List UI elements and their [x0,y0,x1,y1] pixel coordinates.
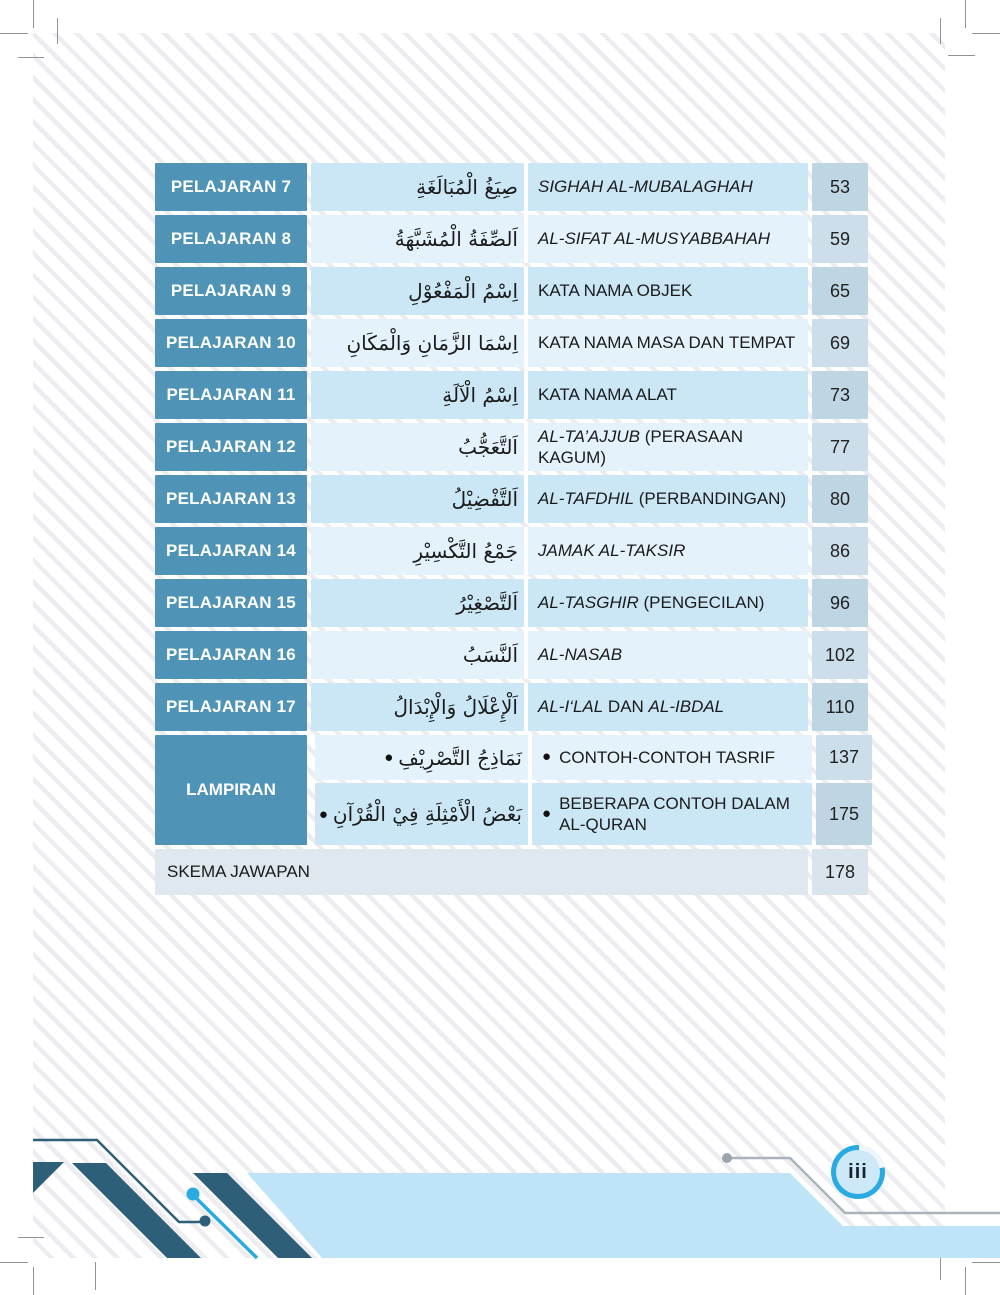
row-title-text [538,426,802,469]
row-content-cell [311,319,808,367]
title-segment: (PERASAAN KAGUM) [538,426,744,467]
row-title [528,527,808,575]
lesson-row [155,579,868,627]
title-segment: JAMAK AL-TAKSIR [538,541,686,561]
lesson-row [155,319,868,367]
title-segment: BEBERAPA CONTOH DALAM AL-QURAN [559,793,790,834]
arabic-term: اِسْمُ الْآلَةِ [442,383,518,407]
row-title [528,215,808,263]
lesson-row [155,371,868,419]
row-content-cell [311,527,808,575]
arabic-cell [311,527,524,575]
arabic-cell [311,579,524,627]
title-segment: CONTOH-CONTOH TASRIF [559,747,776,767]
lesson-row [155,683,868,731]
bullet-icon: ● [384,749,394,766]
row-content-cell [311,475,808,523]
page-number-cell: 53 [812,163,868,211]
lampiran-group [155,735,868,845]
title-segment: SIGHAH AL-MUBALAGHAH [538,177,753,197]
arabic-cell [311,683,524,731]
arabic-cell [311,163,524,211]
title-segment: AL-SIFAT AL-MUSYABBAHAH [538,229,771,249]
row-title-text [538,488,786,509]
lampiran-label: LAMPIRAN [155,735,307,845]
page-number-cell: 80 [812,475,868,523]
lesson-label: PELAJARAN 11 [155,371,307,419]
row-content-cell [311,631,808,679]
row-title [528,319,808,367]
page-number-cell: 73 [812,371,868,419]
arabic-cell [311,475,524,523]
lesson-label: PELAJARAN 17 [155,683,307,731]
lesson-label: PELAJARAN 8 [155,215,307,263]
contents-table [155,163,868,899]
arabic-cell [315,783,528,845]
row-title [528,475,808,523]
title-segment: KATA NAMA MASA DAN TEMPAT [538,333,796,353]
row-title-text [538,384,677,405]
row-title-text [538,540,685,561]
row-title [528,683,808,731]
row-title [532,783,812,845]
lesson-label: PELAJARAN 15 [155,579,307,627]
row-title-text [538,332,795,353]
arabic-term: اَلتَّفْضِيْلُ [451,487,518,511]
bullet-icon: ● [318,805,328,823]
lesson-label: PELAJARAN 13 [155,475,307,523]
arabic-cell [311,371,524,419]
arabic-cell [311,319,524,367]
row-content-cell [311,163,808,211]
arabic-term: اِسْمَا الزَّمَانِ وَالْمَكَانِ [346,331,518,355]
lampiran-row [311,735,872,780]
arabic-term: اَلتَّعَجُّبُ [458,435,518,459]
row-title-text [538,280,692,301]
title-segment: DAN [603,697,649,717]
title-segment: (PENGECILAN) [638,593,765,613]
title-segment: KATA NAMA OBJEK [538,281,693,301]
title-segment: (PERBANDINGAN) [634,489,787,509]
row-title-text [538,176,753,197]
title-segment: AL-IBDAL [648,697,725,717]
title-segment: AL-NASAB [538,645,623,665]
row-title-text [559,747,775,768]
title-segment: AL-TAFDHIL [538,489,635,509]
row-content-cell [311,267,808,315]
footer-band [247,1173,1000,1258]
row-content-cell [311,215,808,263]
row-title-text [538,696,724,717]
arabic-term: جَمْعُ التَّكْسِيْرِ [413,539,518,563]
lesson-row [155,215,868,263]
bullet-icon: ● [542,804,552,822]
circuit-dot-gray [722,1153,732,1163]
footer-stripe-1 [72,1163,201,1258]
page-number-cell: 86 [812,527,868,575]
row-title-text [538,228,770,249]
row-content-cell [311,683,808,731]
lesson-label: PELAJARAN 16 [155,631,307,679]
lampiran-row [311,783,872,845]
arabic-cell [315,735,528,780]
row-content-cell [311,423,808,471]
page-number-cell: 69 [812,319,868,367]
lesson-row [155,475,868,523]
row-title-text [559,793,806,836]
lesson-row [155,527,868,575]
footer-stripe-clipped [33,1162,64,1193]
row-title-text [538,592,764,613]
row-content-cell [311,579,808,627]
arabic-term: اِسْمُ الْمَفْعُوْلِ [408,279,518,303]
page-number-cell: 178 [812,849,868,895]
title-segment: AL-I‘LAL [538,697,604,717]
lesson-row [155,163,868,211]
page-number-cell: 175 [816,783,872,845]
skema-row [155,849,868,895]
arabic-term: بَعْضُ الْأَمْثِلَةِ فِيْ الْقُرْآنِ [332,802,522,826]
row-content-cell [315,735,812,780]
arabic-cell [311,423,524,471]
lesson-label: PELAJARAN 12 [155,423,307,471]
page-number-cell: 59 [812,215,868,263]
title-segment: AL-TASGHIR [538,593,639,613]
lampiran-items [307,735,872,845]
arabic-cell [311,215,524,263]
lesson-label: PELAJARAN 9 [155,267,307,315]
arabic-term: نَمَاذِجُ التَّصْرِيْفِ [398,745,522,770]
arabic-cell [311,631,524,679]
page-number-cell: 137 [816,735,872,780]
arabic-term: اَلنَّسَبُ [462,643,518,667]
lesson-row [155,423,868,471]
lesson-row [155,631,868,679]
page-number-cell: 102 [812,631,868,679]
arabic-term: اَلصِّفَةُ الْمُشَبَّهَةُ [394,227,518,251]
row-content-cell [311,371,808,419]
title-segment: AL-TA’AJJUB [538,426,641,446]
row-title [528,267,808,315]
arabic-term: صِيَغُ الْمُبَالَغَةِ [416,175,518,199]
arabic-cell [311,267,524,315]
row-title [532,735,812,780]
row-title-text [538,644,622,665]
arabic-term: اَلتَّصْغِيْرُ [456,591,518,615]
row-title [528,371,808,419]
lesson-label: PELAJARAN 7 [155,163,307,211]
page-number-circle [831,1145,885,1199]
bullet-icon: ● [542,748,552,766]
circuit-dot-navy [200,1216,211,1227]
page-number-cell: 96 [812,579,868,627]
row-content-cell [315,783,812,845]
row-title [528,631,808,679]
title-segment: KATA NAMA ALAT [538,385,677,405]
arabic-term: اَلْإِعْلَالُ وَالْإِبْدَالُ [393,695,518,719]
row-title [528,423,808,471]
lesson-label: PELAJARAN 14 [155,527,307,575]
page-number-cell: 65 [812,267,868,315]
skema-label: SKEMA JAWAPAN [155,849,808,895]
page-number-cell: 77 [812,423,868,471]
lesson-row [155,267,868,315]
page-number-cell: 110 [812,683,868,731]
lesson-label: PELAJARAN 10 [155,319,307,367]
row-title [528,163,808,211]
row-title [528,579,808,627]
page-number: iii [836,1150,880,1194]
